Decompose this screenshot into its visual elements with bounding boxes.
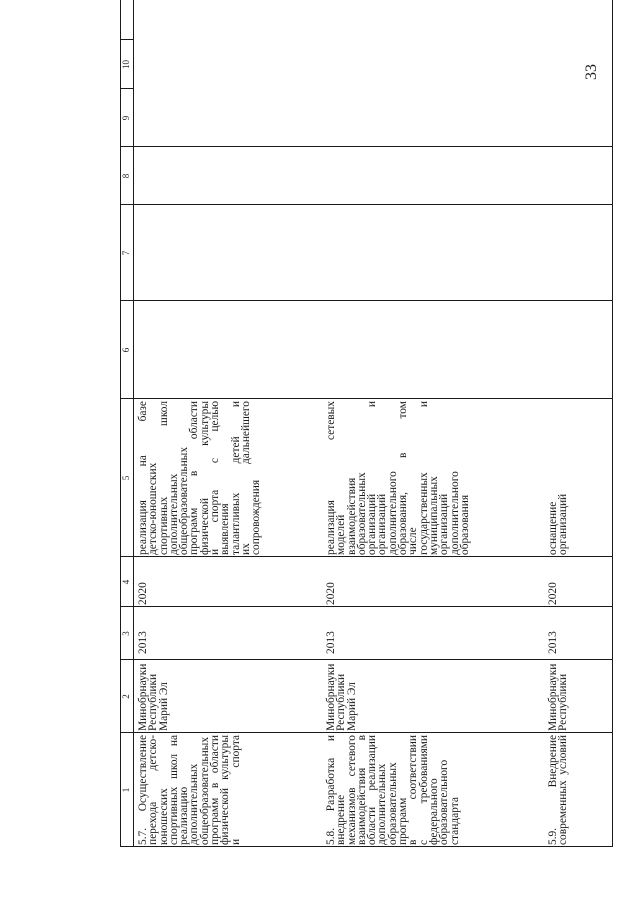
text-line: общеобразовательных — [198, 736, 211, 845]
text-line: общеобразовательных — [178, 446, 191, 555]
text-line: Марий Эл — [157, 682, 170, 731]
column-number: 4 — [121, 579, 131, 585]
text-line: 2013 — [547, 631, 559, 654]
text-line: дополнительных — [376, 763, 389, 845]
text-line: спортивных школ — [157, 401, 170, 555]
text-line: образования — [458, 494, 471, 555]
text-line: их дальнейшего — [239, 401, 252, 555]
column-divider — [120, 659, 612, 660]
text-line: 2013 — [137, 631, 149, 654]
text-line: талантливых детей и — [229, 401, 242, 555]
text-line: 5.9. Внедрение — [547, 735, 559, 845]
text-line: современных условий — [557, 735, 570, 845]
text-line: стандарта — [448, 797, 461, 845]
page-number: 33 — [583, 64, 600, 80]
text-line: детско-юношеских — [147, 462, 160, 555]
text-line: Минобрнауки — [137, 663, 149, 731]
text-line: реализация на базе — [137, 401, 149, 555]
text-line: 2020 — [137, 582, 149, 605]
end-year-cell — [548, 559, 558, 605]
column-divider — [120, 732, 612, 733]
text-line: Минобрнауки — [325, 663, 337, 731]
text-line: Минобрнауки — [547, 663, 559, 731]
column-divider — [120, 398, 612, 399]
text-line: с требованиями — [417, 735, 430, 845]
text-line: области реализации — [366, 735, 379, 845]
text-line: организаций — [438, 493, 451, 555]
column-number: 9 — [121, 115, 131, 121]
text-line: образовательных — [355, 472, 368, 555]
text-line: Республики — [335, 673, 348, 731]
column-divider — [120, 204, 612, 205]
column-number: 3 — [121, 631, 131, 636]
text-line: федерального — [427, 778, 440, 845]
text-line: 2020 — [325, 582, 337, 605]
text-line: муниципальных — [427, 476, 440, 555]
column-number: 1 — [121, 787, 131, 793]
end-year-cell — [138, 559, 148, 605]
responsible-cell — [138, 661, 169, 731]
responsible-cell — [548, 661, 569, 731]
start-year-cell — [548, 610, 558, 654]
text-line: дополнительного — [386, 471, 399, 555]
text-line: образования, в том — [397, 401, 410, 555]
text-line: 5.8. Разработка и — [325, 735, 337, 845]
text-line: программ в области — [188, 401, 201, 555]
text-line: образовательного — [438, 759, 451, 845]
text-line: программ — [397, 797, 410, 845]
text-line: реализацию — [178, 786, 191, 845]
column-number: 8 — [121, 173, 131, 179]
text-line: в соответствии — [407, 735, 420, 845]
activity-cell — [326, 735, 460, 845]
text-line: дополнительных — [188, 763, 201, 845]
text-line: Республики — [557, 673, 570, 731]
result-cell — [326, 401, 470, 555]
start-year-cell — [138, 610, 148, 654]
column-number: 6 — [121, 347, 131, 353]
activity-cell — [548, 735, 569, 845]
table-rule-header — [133, 0, 134, 847]
column-number: 5 — [121, 475, 131, 481]
column-divider — [120, 846, 612, 847]
column-divider — [120, 556, 612, 557]
text-line: моделей — [335, 514, 348, 555]
text-line: реализация сетевых — [325, 401, 337, 555]
text-line: сопровождения — [250, 479, 263, 555]
text-line: Марий Эл — [345, 682, 358, 731]
text-line: государственных и — [417, 401, 430, 555]
responsible-cell — [326, 661, 357, 731]
text-line: спортивных школ на — [167, 735, 180, 845]
text-line: Республики — [147, 673, 160, 731]
column-number: 7 — [121, 250, 131, 256]
text-line: физической культуры — [198, 401, 211, 555]
text-line: образовательных — [386, 762, 399, 845]
table-rule-bottom — [612, 0, 613, 847]
result-cell — [548, 401, 569, 555]
text-line: дополнительного — [448, 471, 461, 555]
text-line: 2020 — [547, 582, 559, 605]
column-divider — [120, 300, 612, 301]
column-number: 2 — [121, 694, 131, 699]
column-number: 10 — [121, 60, 131, 69]
text-line: взаимодействия в — [355, 735, 368, 845]
activity-cell — [138, 735, 241, 845]
text-line: взаимодействия — [345, 477, 358, 555]
text-line: выявления — [219, 503, 232, 555]
text-line: и спорта — [229, 735, 242, 845]
text-line: механизмов сетевого — [345, 735, 358, 845]
text-line: внедрение — [335, 794, 348, 845]
text-line: организаций — [376, 493, 389, 555]
column-divider — [120, 146, 612, 147]
column-divider — [120, 606, 612, 607]
text-line: 2013 — [325, 631, 337, 654]
text-line: физической культуры — [219, 735, 232, 845]
text-line: перехода детско- — [147, 735, 160, 845]
text-line: и спорта с целью — [209, 401, 222, 555]
result-cell — [138, 401, 262, 555]
text-line: дополнительных — [167, 473, 180, 555]
text-line: юношеских — [157, 788, 170, 845]
text-line: числе — [407, 527, 420, 555]
text-line: программ в области — [209, 735, 222, 845]
text-line: 5.7. Осуществление — [137, 735, 149, 845]
end-year-cell — [326, 559, 336, 605]
start-year-cell — [326, 610, 336, 654]
text-line: организаций — [557, 493, 570, 555]
text-line: организаций и — [366, 401, 379, 555]
text-line: оснащение — [547, 501, 559, 555]
